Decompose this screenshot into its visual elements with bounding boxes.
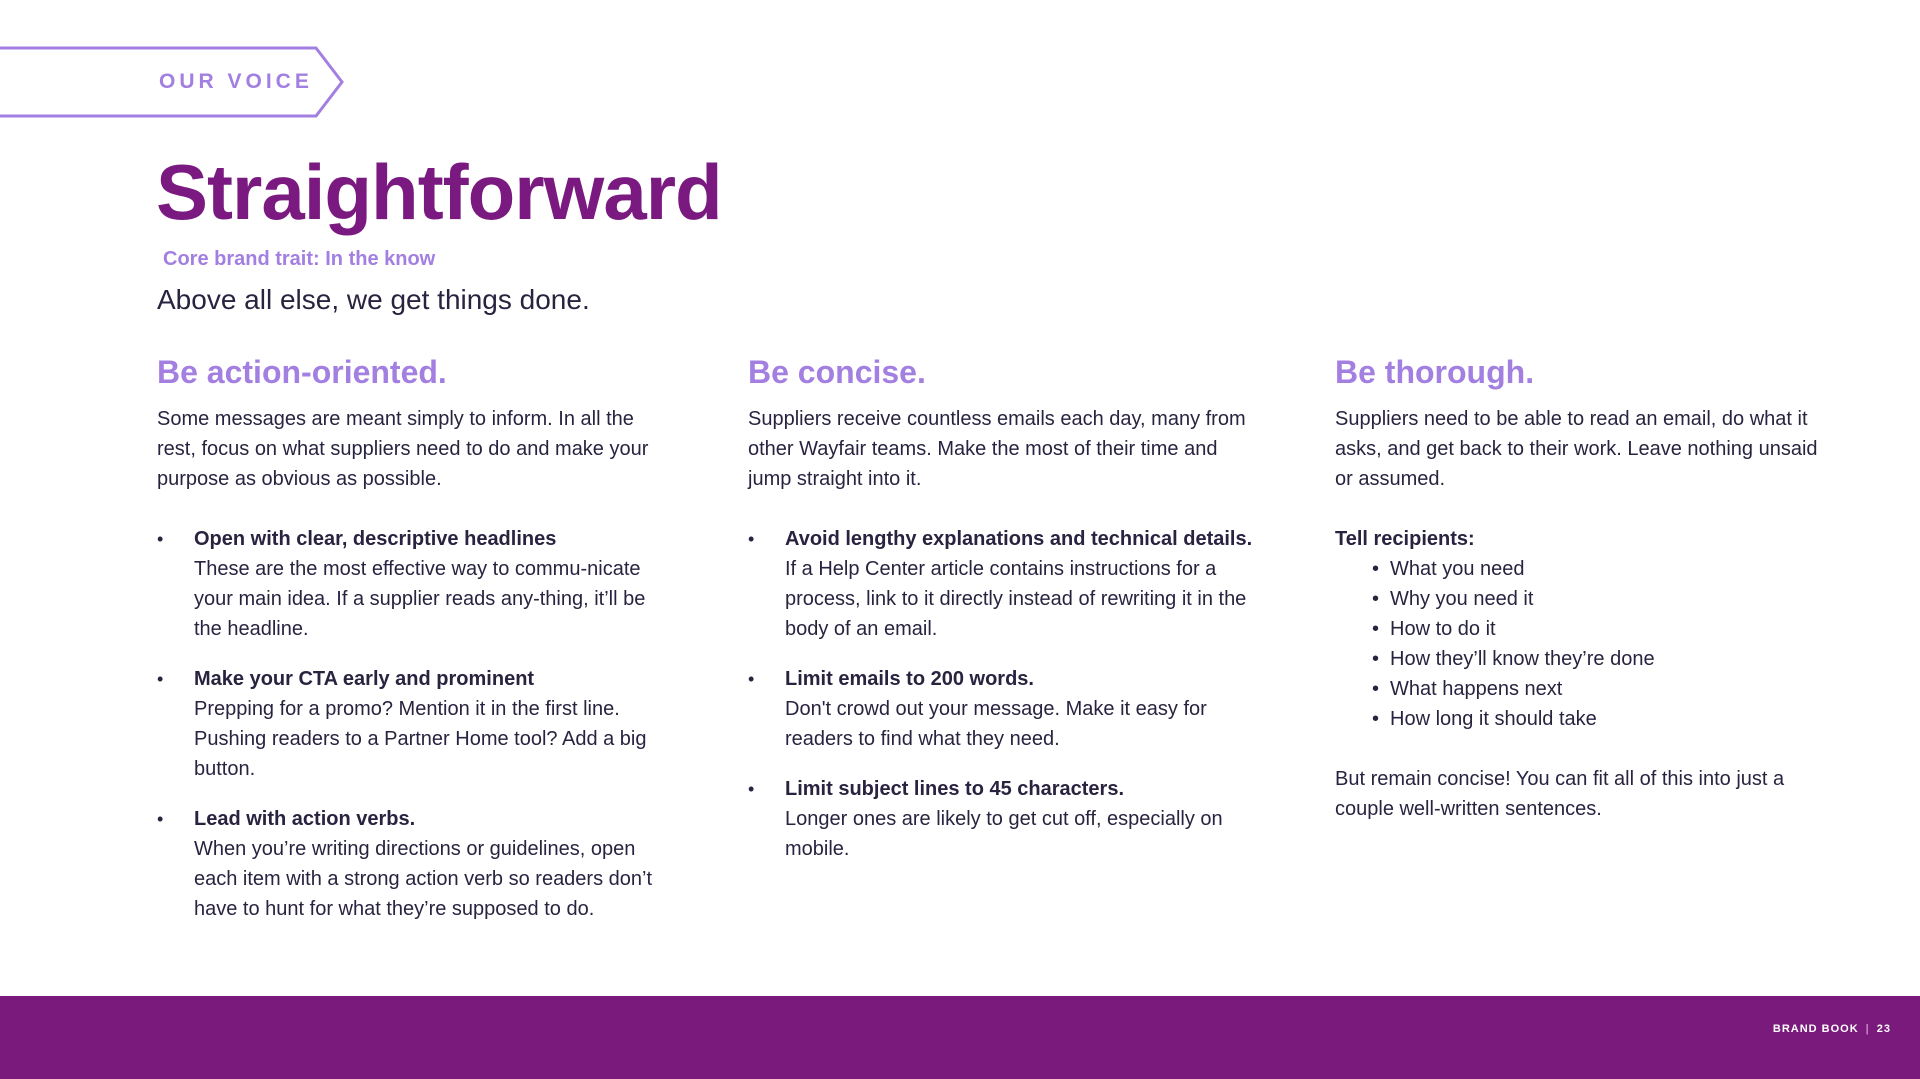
list-item-body: Prepping for a promo? Mention it in the first line. Pushing readers to a Partner Home tool? Add a big button.: [194, 698, 647, 780]
brand-trait: Core brand trait: In the know: [163, 248, 436, 270]
section-label: OUR VOICE: [159, 70, 313, 93]
column-heading: Be concise.: [748, 354, 926, 390]
column-lead: Some messages are meant simply to inform. In all the rest, focus on what suppliers need to do and make your purpose as obvious as possible.: [157, 408, 649, 490]
list-item: • How they’ll know they’re done: [1372, 644, 1835, 674]
list-item-body: When you’re writing directions or guidelines, open each item with a strong action verb so readers don’t have to hunt for what they’re supposed to do.: [194, 838, 653, 920]
list-item-body: Don't crowd out your message. Make it easy for readers to find what they need.: [785, 698, 1207, 750]
guideline-list: [157, 524, 657, 924]
list-item-title: Avoid lengthy explanations and technical details.: [785, 528, 1253, 550]
list-item: [748, 524, 1258, 644]
section-tab: [0, 46, 345, 118]
column-lead: Suppliers receive countless emails each day, many from other Wayfair teams. Make the most of their time and jump straight into it.: [748, 408, 1246, 490]
column-action-oriented: [157, 350, 657, 944]
bullet-icon: •: [748, 529, 755, 549]
list-item: [157, 524, 657, 644]
column-lead: Suppliers need to be able to read an email, do what it asks, and get back to their work. Leave nothing unsaid or assumed.: [1335, 408, 1818, 490]
footer-page-info: [1773, 996, 1891, 1062]
footer-bar: [0, 996, 1920, 1079]
list-item-body: These are the most effective way to commu-nicate your main idea. If a supplier reads any-thing, it’ll be the headline.: [194, 558, 646, 640]
list-item: [748, 774, 1258, 864]
page-title: Straightforward: [156, 148, 722, 236]
column-thorough: [1335, 350, 1835, 824]
list-item-body: Longer ones are likely to get cut off, especially on mobile.: [785, 808, 1223, 860]
closing-text: But remain concise! You can fit all of this into just a couple well-written sentences.: [1335, 768, 1785, 820]
bullet-icon: •: [157, 809, 164, 829]
intro-text: Above all else, we get things done.: [157, 284, 590, 315]
bullet-icon: •: [748, 669, 755, 689]
list-item: • What happens next: [1372, 674, 1835, 704]
bullet-icon: •: [157, 529, 164, 549]
list-item: [748, 664, 1258, 754]
bullet-icon: •: [748, 779, 755, 799]
list-item-title: Limit subject lines to 45 characters.: [785, 778, 1125, 800]
list-item-title: Make your CTA early and prominent: [194, 668, 535, 690]
column-heading: Be thorough.: [1335, 354, 1535, 390]
tell-recipients-label: Tell recipients:: [1335, 528, 1475, 550]
column-concise: [748, 350, 1258, 884]
guideline-list: [748, 524, 1258, 864]
column-heading: Be action-oriented.: [157, 354, 447, 390]
list-item-title: Limit emails to 200 words.: [785, 668, 1034, 690]
tell-recipients-list: [1335, 554, 1835, 734]
list-item-title: Lead with action verbs.: [194, 808, 416, 830]
list-item: [157, 804, 657, 924]
list-item: • Why you need it: [1372, 584, 1835, 614]
list-item: • How to do it: [1372, 614, 1835, 644]
list-item-title: Open with clear, descriptive headlines: [194, 528, 557, 550]
footer-separator: |: [1865, 1023, 1870, 1035]
list-item: • How long it should take: [1372, 704, 1835, 734]
bullet-icon: •: [157, 669, 164, 689]
list-item: [157, 664, 657, 784]
page-number: 23: [1876, 1023, 1891, 1035]
list-item: • What you need: [1372, 554, 1835, 584]
footer-book-label: BRAND BOOK: [1772, 1023, 1859, 1035]
list-item-body: If a Help Center article contains instructions for a process, link to it directly instead of rewriting it in the body of an email.: [785, 558, 1247, 640]
